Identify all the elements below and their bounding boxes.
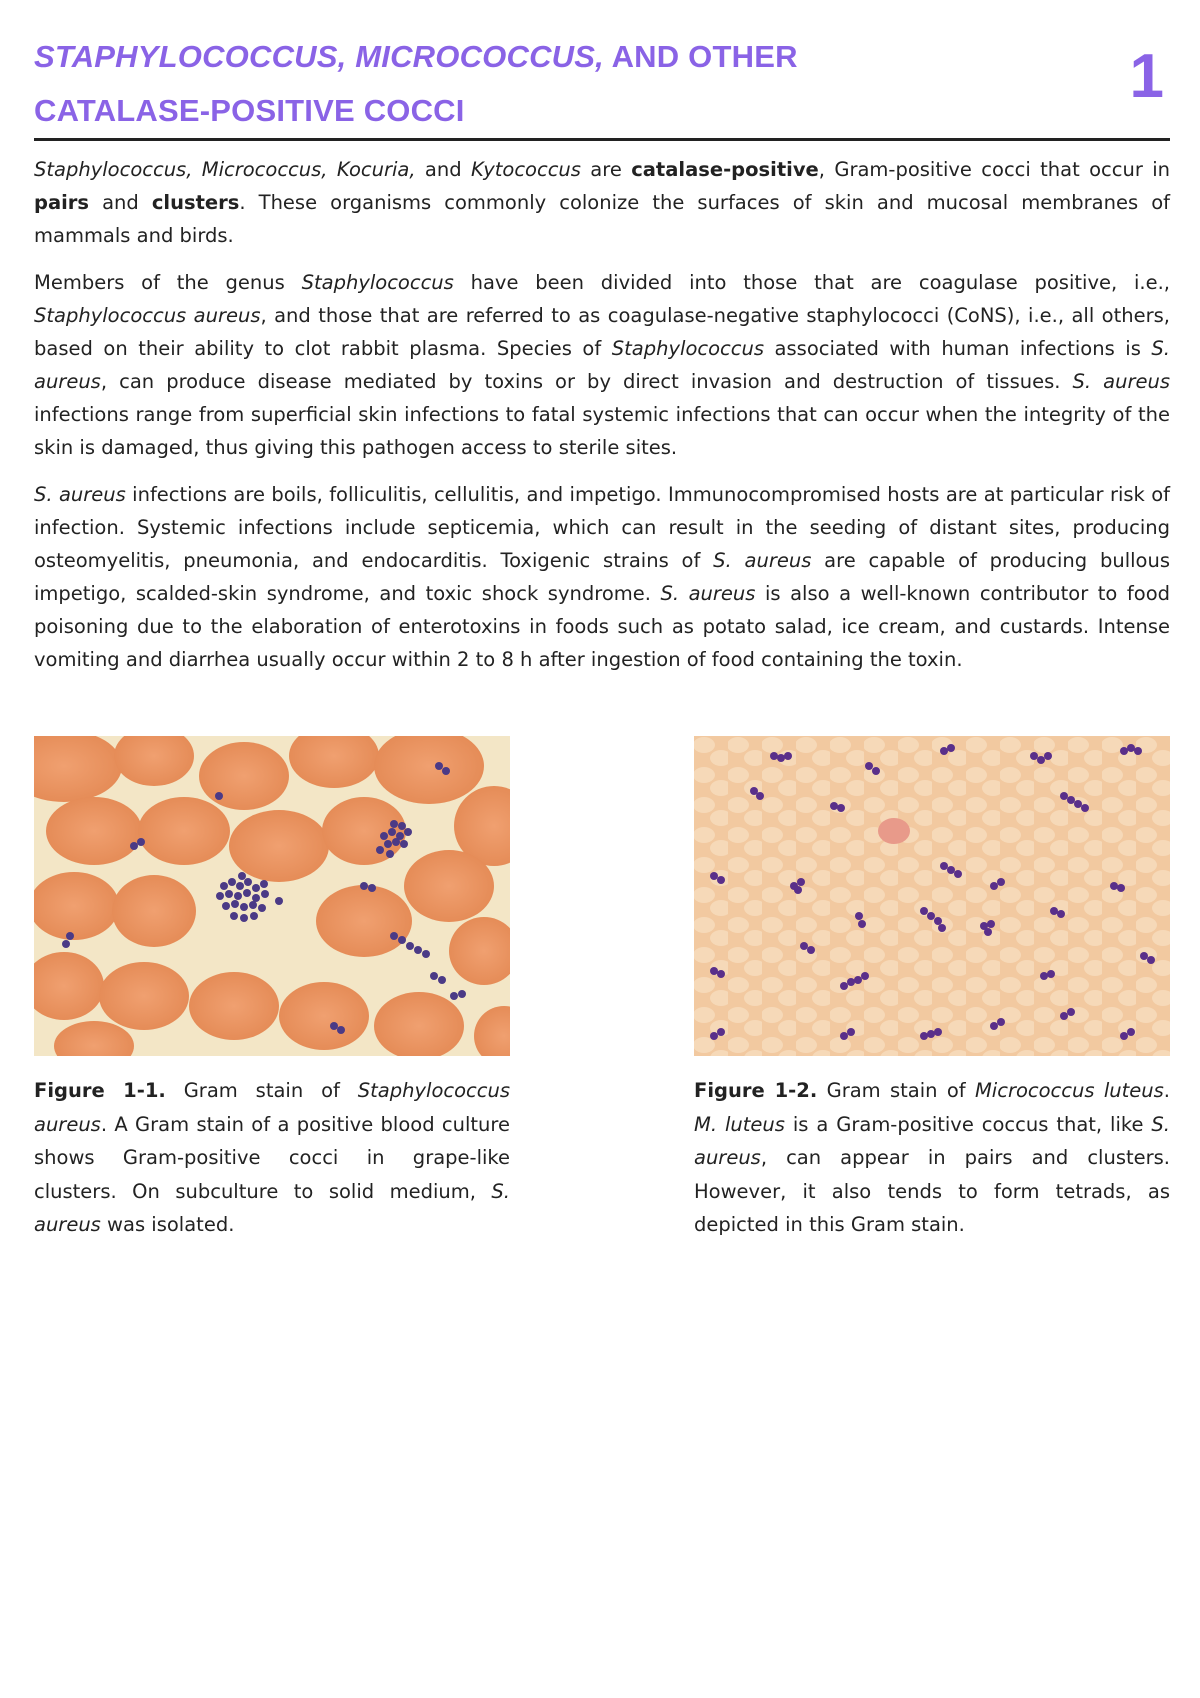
text-italic: S. aureus [713,549,812,572]
body-text [34,153,1170,690]
text-italic: M. luteus [694,1112,785,1136]
text-run: is also a well-known contributor to food poisoning due to the elaboration of enterotoxins in foods such as potato salad, ice cream, and custards. Intense vomiting and diarrhea usually occur within 2 to 8 h after ingestion of food containing the toxin. [34,582,1170,671]
text-run: infections range from superficial skin infections to fatal systemic infections that can occur when the integrity of the skin is damaged, thus giving this pathogen access to sterile sites. [34,403,1170,459]
text-italic: S. aureus [660,582,756,605]
figure-label: Figure 1-2. [694,1079,818,1102]
text-run: was isolated. [100,1213,235,1236]
gram-stain-micrococcus-image [694,736,1170,1056]
gram-stain-staphylococcus-image [34,736,510,1056]
chapter-header [34,28,1170,141]
text-run: and [415,158,471,181]
figure-1-1-caption [34,1074,510,1242]
title-italic-genera: STAPHYLOCOCCUS, MICROCOCCUS, [34,39,604,74]
text-run: , and those that are referred to as coagulase-negative staphylococci (CoNS), i.e., all others, based on their ability to clot rabbit plasma. Species of [34,304,1170,360]
text-italic: Staphylococcus, Micrococcus, Kocuria, [34,158,416,181]
text-italic: S. aureus [34,483,126,506]
text-run: Members of the genus [34,271,302,294]
text-run: infections are boils, folliculitis, cellulitis, and impetigo. Immunocompromised hosts are at particular risk of infection. Systemic infections include septicemia, which can result in the seeding of distant sites, producing osteomyelitis, pneumonia, and endocarditis. Toxigenic strains of [34,483,1170,572]
chapter-number: 1 [1129,42,1164,111]
text-italic: S. aureus [1072,370,1170,393]
text-run: associated with human infections is [764,337,1152,360]
text-italic: Staphylococcus aureus [34,304,261,327]
text-italic: Kytococcus [470,158,581,181]
figure-1-2-caption [694,1074,1170,1242]
text-italic: Staphylococcus aureus [34,1079,510,1136]
text-italic: Staphylococcus [611,337,764,360]
text-italic: S. aureus [34,337,1170,393]
text-run: Gram stain of [817,1079,975,1102]
text-run: , Gram-positive cocci that occur in [818,158,1170,181]
chapter-title [34,30,1034,138]
text-run: and [89,191,152,214]
paragraph-3 [34,478,1170,676]
text-run: . These organisms commonly colonize the surfaces of skin and mucosal membranes of mammals and birds. [34,191,1170,247]
figure-label: Figure 1-1. [34,1079,166,1102]
figure-1-2 [694,736,1170,1242]
text-run: . [1163,1079,1170,1102]
page [34,0,1170,1698]
text-italic: Staphylococcus [301,271,454,294]
text-run: are capable of producing bullous impetigo, scalded-skin syndrome, and toxic shock syndrome. [34,549,1170,605]
text-run: , can appear in pairs and clusters. However, it also tends to form tetrads, as depicted in this Gram stain. [694,1146,1170,1236]
paragraph-2 [34,266,1170,464]
text-run: is a Gram-positive coccus that, like [784,1112,1152,1136]
text-run: have been divided into those that are coagulase positive, i.e., [453,271,1170,294]
title-line1-rest: AND OTHER [603,39,798,74]
text-italic: S. aureus [694,1112,1170,1169]
text-run: , can produce disease mediated by toxins or by direct invasion and destruction of tissues. [100,370,1073,393]
text-italic: S. aureus [34,1179,510,1236]
text-bold: pairs [34,191,90,214]
text-run: . A Gram stain of a positive blood culture shows Gram-positive cocci in grape-like clusters. On subculture to solid medium, [34,1112,510,1203]
text-run: Gram stain of [165,1079,358,1102]
text-run: are [580,158,632,181]
text-bold: clusters [151,191,240,214]
title-line2: CATALASE-POSITIVE COCCI [34,93,465,128]
paragraph-1 [34,153,1170,252]
figure-1-1 [34,736,510,1242]
text-italic: Micrococcus luteus [974,1079,1164,1102]
text-bold: catalase-positive [631,158,819,181]
